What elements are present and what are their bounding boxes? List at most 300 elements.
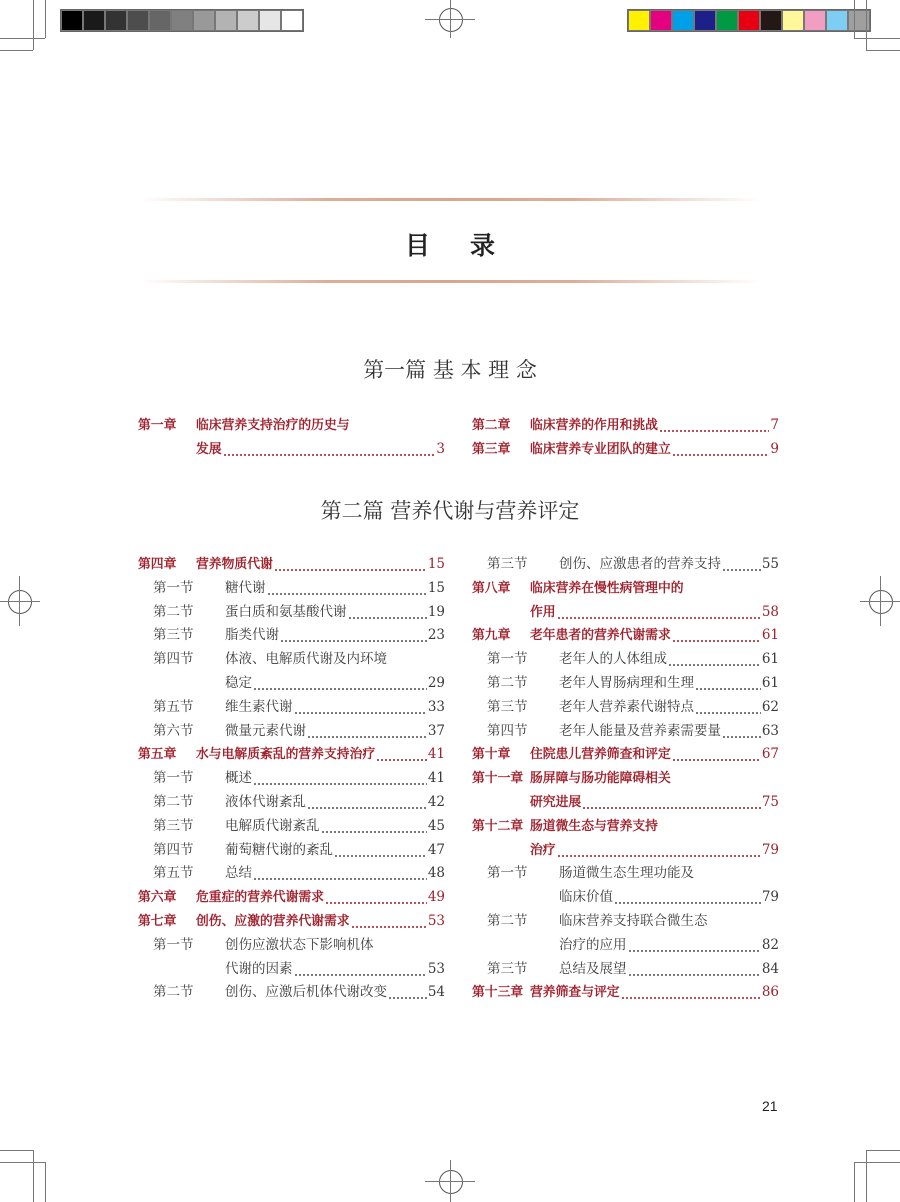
entry-title: 微量元素代谢 — [225, 722, 306, 739]
entry-page: 67 — [761, 746, 779, 763]
entry-title: 老年人营养素代谢特点 — [559, 698, 694, 715]
dot-leader — [334, 839, 427, 863]
toc-section-entry[interactable] — [138, 839, 445, 863]
entry-title: 发展 — [196, 441, 222, 457]
decorative-rule-top — [140, 198, 760, 201]
entry-line — [225, 839, 445, 863]
entry-page: 29 — [427, 674, 445, 691]
entry-title: 体液、电解质代谢及内环境 — [225, 651, 387, 668]
entry-label: 第三节 — [153, 817, 194, 834]
spacer — [213, 624, 225, 648]
color-swatch — [215, 10, 237, 31]
entry-line — [530, 414, 779, 438]
toc-chapter-entry[interactable] — [138, 553, 445, 577]
color-swatch — [105, 10, 127, 31]
entry-body — [196, 743, 445, 767]
entry-title: 概述 — [225, 770, 252, 787]
color-swatch — [716, 10, 738, 31]
color-calibration-bar — [627, 9, 871, 32]
toc-chapter-entry[interactable] — [472, 815, 779, 863]
entry-body — [225, 981, 445, 1005]
entry-page: 47 — [427, 841, 445, 858]
entry-line — [559, 553, 779, 577]
entry-page: 33 — [427, 698, 445, 715]
dot-leader — [307, 791, 427, 815]
entry-label: 第一节 — [487, 865, 528, 882]
toc-section-entry[interactable] — [138, 791, 445, 815]
toc-section-entry[interactable] — [472, 648, 779, 672]
dot-leader — [659, 414, 769, 438]
entry-line — [225, 648, 445, 672]
dot-leader — [294, 696, 427, 720]
entry-label: 第七章 — [138, 913, 177, 929]
entry-body — [530, 981, 779, 1005]
toc-chapter-entry[interactable] — [472, 577, 779, 625]
entry-line — [530, 839, 779, 863]
entry-page: 48 — [427, 865, 445, 882]
page-title: 目录 — [404, 231, 535, 260]
entry-title: 维生素代谢 — [225, 698, 293, 715]
entry-title: 电解质代谢紊乱 — [225, 817, 320, 834]
entry-title: 临床营养专业团队的建立 — [530, 441, 671, 457]
entry-body — [225, 696, 445, 720]
color-swatch — [826, 10, 848, 31]
entry-body — [225, 601, 445, 625]
entry-line — [559, 720, 779, 744]
entry-body — [225, 791, 445, 815]
entry-title: 老年人胃肠病理和生理 — [559, 674, 694, 691]
entry-line — [559, 862, 779, 886]
entry-body — [225, 839, 445, 863]
entry-title: 危重症的营养代谢需求 — [196, 890, 324, 906]
spacer — [213, 815, 225, 839]
entry-title: 老年人的人体组成 — [559, 651, 667, 668]
dot-leader — [557, 839, 761, 863]
entry-line — [559, 934, 779, 958]
entry-body — [225, 624, 445, 648]
entry-body — [559, 696, 779, 720]
dot-leader — [307, 720, 427, 744]
entry-body — [530, 624, 779, 648]
entry-line — [530, 981, 779, 1005]
toc-section-entry[interactable] — [472, 672, 779, 696]
entry-body — [530, 577, 779, 625]
entry-label: 第四节 — [487, 722, 528, 739]
dot-leader — [253, 862, 427, 886]
spacer — [213, 696, 225, 720]
entry-line — [225, 815, 445, 839]
color-swatch — [193, 10, 215, 31]
entry-line — [530, 767, 779, 791]
spacer — [213, 720, 225, 744]
entry-line — [559, 910, 779, 934]
entry-page: 7 — [770, 417, 779, 433]
color-swatch — [760, 10, 782, 31]
entry-label: 第四节 — [153, 841, 194, 858]
entry-label: 第五章 — [138, 747, 177, 763]
toc-section-entry[interactable] — [138, 648, 445, 696]
entry-page: 63 — [761, 722, 779, 739]
entry-line — [225, 791, 445, 815]
dot-leader — [267, 577, 427, 601]
toc-section-entry[interactable] — [472, 696, 779, 720]
spacer — [547, 958, 559, 982]
color-swatch — [628, 10, 650, 31]
decorative-rule-bottom — [140, 280, 760, 283]
toc-section-entry[interactable] — [472, 910, 779, 958]
dot-leader — [695, 672, 761, 696]
entry-line — [530, 438, 779, 462]
dot-leader — [223, 438, 436, 462]
dot-leader — [628, 958, 761, 982]
toc-section-entry[interactable] — [138, 577, 445, 601]
entry-title: 老年人能量及营养素需要量 — [559, 722, 721, 739]
color-swatch — [672, 10, 694, 31]
entry-label: 第二节 — [153, 793, 194, 810]
entry-label: 第三节 — [487, 960, 528, 977]
entry-page: 58 — [761, 603, 779, 620]
entry-label: 第二节 — [487, 674, 528, 691]
toc-column — [472, 553, 779, 1005]
dot-leader — [668, 648, 761, 672]
dot-leader — [321, 815, 427, 839]
entry-line — [530, 815, 779, 839]
entry-line — [225, 624, 445, 648]
entry-label: 第二节 — [153, 984, 194, 1001]
entry-label: 第一节 — [487, 651, 528, 668]
entry-body — [530, 414, 779, 438]
entry-line — [225, 934, 445, 958]
spacer — [213, 767, 225, 791]
entry-page: 62 — [761, 698, 779, 715]
entry-page: 86 — [761, 984, 779, 1001]
color-swatch — [149, 10, 171, 31]
entry-title: 液体代谢紊乱 — [225, 793, 306, 810]
entry-body — [196, 886, 445, 910]
entry-line — [225, 720, 445, 744]
entry-page: 61 — [761, 627, 779, 644]
entry-label: 第一章 — [138, 418, 177, 433]
entry-page: 61 — [761, 651, 779, 668]
entry-label: 第三节 — [487, 556, 528, 572]
dot-leader — [722, 553, 761, 577]
entry-title: 创伤、应激的营养代谢需求 — [196, 913, 350, 929]
color-swatch — [782, 10, 804, 31]
dot-leader — [672, 438, 770, 462]
dot-leader — [253, 672, 427, 696]
page-number: 21 — [762, 1098, 778, 1114]
entry-page: 41 — [427, 746, 445, 763]
entry-page: 79 — [761, 889, 779, 906]
entry-body — [530, 815, 779, 863]
toc-chapter-entry[interactable] — [138, 743, 445, 767]
toc-column — [138, 414, 445, 462]
entry-line — [196, 553, 445, 577]
entry-title: 治疗的应用 — [559, 936, 627, 953]
entry-page: 15 — [427, 556, 445, 572]
entry-line — [225, 981, 445, 1005]
entry-page: 3 — [436, 440, 445, 457]
color-swatch — [650, 10, 672, 31]
entry-title: 水与电解质紊乱的营养支持治疗 — [196, 747, 376, 763]
toc-column — [472, 414, 779, 462]
entry-label: 第五节 — [153, 865, 194, 882]
entry-line — [225, 601, 445, 625]
dot-leader — [388, 981, 427, 1005]
entry-body — [530, 438, 779, 462]
toc-section-entry[interactable] — [138, 815, 445, 839]
entry-title: 研究进展 — [530, 794, 582, 810]
entry-label: 第六节 — [153, 722, 194, 739]
entry-title: 住院患儿营养筛查和评定 — [530, 747, 671, 763]
entry-page: 54 — [427, 984, 445, 1001]
entry-title: 临床营养支持联合微生态 — [559, 912, 708, 929]
dot-leader — [280, 624, 427, 648]
entry-page: 42 — [427, 793, 445, 810]
entry-title: 稳定 — [225, 674, 252, 691]
dot-leader — [628, 934, 761, 958]
entry-title: 总结 — [225, 865, 252, 882]
toc-column — [138, 553, 445, 1005]
entry-line — [559, 886, 779, 910]
entry-body — [225, 648, 445, 696]
entry-line — [530, 624, 779, 648]
spacer — [547, 553, 559, 577]
spacer — [213, 601, 225, 625]
color-swatch — [259, 10, 281, 31]
entry-label: 第二章 — [472, 418, 511, 433]
toc-section-entry[interactable] — [138, 696, 445, 720]
entry-line — [225, 958, 445, 982]
entry-label: 第一节 — [153, 770, 194, 787]
entry-label: 第十章 — [472, 747, 511, 763]
entry-label: 第四章 — [138, 557, 177, 572]
spacer — [547, 910, 559, 958]
entry-label: 第三节 — [153, 627, 194, 644]
entry-page: 15 — [427, 579, 445, 596]
entry-body — [225, 577, 445, 601]
entry-line — [196, 910, 445, 934]
entry-title: 临床营养支持治疗的历史与 — [196, 418, 350, 433]
entry-body — [225, 862, 445, 886]
dot-leader — [557, 601, 761, 625]
entry-page: 53 — [427, 912, 445, 929]
color-swatch — [127, 10, 149, 31]
entry-line — [530, 743, 779, 767]
dot-leader — [348, 601, 427, 625]
entry-line — [196, 743, 445, 767]
part-title: 第二篇 营养代谢与营养评定 — [320, 499, 580, 523]
entry-page: 45 — [427, 817, 445, 834]
toc-section-entry[interactable] — [138, 624, 445, 648]
spacer — [547, 696, 559, 720]
toc-chapter-entry[interactable] — [472, 438, 779, 462]
entry-line — [559, 958, 779, 982]
color-swatch — [237, 10, 259, 31]
entry-page: 9 — [770, 440, 779, 457]
dot-leader — [294, 958, 427, 982]
entry-line — [225, 672, 445, 696]
entry-label: 第十三章 — [472, 985, 524, 1001]
entry-line — [225, 577, 445, 601]
toc-chapter-entry[interactable] — [472, 767, 779, 815]
entry-label: 第五节 — [153, 698, 194, 715]
toc-section-entry[interactable] — [472, 862, 779, 910]
entry-label: 第十二章 — [472, 818, 524, 834]
spacer — [213, 791, 225, 815]
entry-page: 49 — [427, 889, 445, 906]
toc-section-entry[interactable] — [472, 958, 779, 982]
entry-line — [225, 862, 445, 886]
entry-page: 79 — [761, 841, 779, 858]
entry-line — [530, 791, 779, 815]
entry-title: 作用 — [530, 604, 556, 620]
dot-leader — [274, 553, 427, 577]
entry-label: 第三章 — [472, 441, 511, 457]
spacer — [213, 577, 225, 601]
entry-label: 第九章 — [472, 628, 511, 644]
entry-page: 23 — [427, 627, 445, 644]
entry-title: 糖代谢 — [225, 579, 266, 596]
entry-body — [559, 958, 779, 982]
dot-leader — [351, 910, 427, 934]
toc-section-entry[interactable] — [138, 934, 445, 982]
entry-label: 第六章 — [138, 890, 177, 906]
dot-leader — [722, 720, 761, 744]
entry-title: 创伤应激状态下影响机体 — [225, 936, 374, 953]
entry-label: 第四节 — [153, 651, 194, 668]
dot-leader — [695, 696, 761, 720]
spacer — [547, 862, 559, 910]
color-swatch — [281, 10, 303, 31]
part-title: 第一篇 基 本 理 念 — [363, 358, 537, 382]
entry-title: 创伤、应激后机体代谢改变 — [225, 984, 387, 1001]
entry-page: 84 — [761, 960, 779, 977]
entry-body — [225, 815, 445, 839]
entry-page: 53 — [427, 960, 445, 977]
entry-line — [559, 696, 779, 720]
toc-chapter-entry[interactable] — [138, 886, 445, 910]
entry-body — [530, 743, 779, 767]
entry-label: 第二节 — [153, 603, 194, 620]
entry-page: 61 — [761, 674, 779, 691]
entry-title: 肠道微生态与营养支持 — [530, 818, 658, 834]
dot-leader — [672, 743, 761, 767]
toc-section-entry[interactable] — [138, 601, 445, 625]
entry-body — [225, 720, 445, 744]
entry-page: 19 — [427, 603, 445, 620]
entry-page: 41 — [427, 770, 445, 787]
entry-line — [225, 767, 445, 791]
entry-title: 肠屏障与肠功能障碍相关 — [530, 771, 671, 787]
toc-chapter-entry[interactable] — [472, 624, 779, 648]
spacer — [547, 720, 559, 744]
spacer — [213, 648, 225, 696]
dot-leader — [614, 886, 761, 910]
entry-line — [196, 438, 445, 462]
entry-body — [559, 862, 779, 910]
spacer — [213, 839, 225, 863]
entry-line — [196, 414, 445, 438]
entry-line — [530, 577, 779, 601]
entry-body — [196, 553, 445, 577]
color-swatch — [83, 10, 105, 31]
dot-leader — [325, 886, 427, 910]
entry-title: 创伤、应激患者的营养支持 — [559, 556, 721, 572]
entry-body — [196, 910, 445, 934]
entry-title: 临床价值 — [559, 889, 613, 906]
toc-chapter-entry[interactable] — [138, 414, 445, 462]
entry-page: 82 — [761, 936, 779, 953]
entry-body — [559, 910, 779, 958]
entry-page: 75 — [761, 793, 779, 810]
color-swatch — [738, 10, 760, 31]
toc-chapter-entry[interactable] — [472, 981, 779, 1005]
color-swatch — [171, 10, 193, 31]
toc-section-entry[interactable] — [138, 720, 445, 744]
entry-page: 55 — [761, 556, 779, 572]
dot-leader — [582, 791, 761, 815]
entry-page: 37 — [427, 722, 445, 739]
entry-label: 第二节 — [487, 912, 528, 929]
entry-label: 第一节 — [153, 936, 194, 953]
entry-title: 老年患者的营养代谢需求 — [530, 628, 671, 644]
entry-title: 代谢的因素 — [225, 960, 293, 977]
toc-chapter-entry[interactable] — [472, 743, 779, 767]
entry-label: 第一节 — [153, 579, 194, 596]
entry-body — [559, 553, 779, 577]
spacer — [213, 981, 225, 1005]
entry-title: 蛋白质和氨基酸代谢 — [225, 603, 347, 620]
toc-section-entry[interactable] — [138, 981, 445, 1005]
dot-leader — [253, 767, 427, 791]
entry-label: 第三节 — [487, 698, 528, 715]
entry-title: 临床营养在慢性病管理中的 — [530, 580, 684, 596]
spacer — [547, 672, 559, 696]
dot-leader — [376, 743, 427, 767]
entry-body — [225, 767, 445, 791]
spacer — [547, 648, 559, 672]
color-swatch — [694, 10, 716, 31]
toc-chapter-entry[interactable] — [138, 910, 445, 934]
entry-line — [225, 696, 445, 720]
entry-line — [196, 886, 445, 910]
color-swatch — [61, 10, 83, 31]
entry-line — [530, 601, 779, 625]
toc-section-entry[interactable] — [138, 862, 445, 886]
entry-line — [559, 672, 779, 696]
entry-label: 第十一章 — [472, 771, 524, 787]
entry-title: 营养物质代谢 — [196, 557, 273, 572]
entry-title: 营养筛查与评定 — [530, 985, 620, 1001]
toc-section-entry[interactable] — [472, 720, 779, 744]
entry-title: 临床营养的作用和挑战 — [530, 418, 658, 433]
entry-label: 第八章 — [472, 580, 511, 596]
entry-title: 脂类代谢 — [225, 627, 279, 644]
spacer — [213, 934, 225, 982]
entry-line — [559, 648, 779, 672]
entry-body — [196, 414, 445, 462]
entry-body — [559, 648, 779, 672]
toc-chapter-entry[interactable] — [472, 414, 779, 438]
toc-section-entry[interactable] — [472, 553, 779, 577]
dot-leader — [672, 624, 761, 648]
toc-section-entry[interactable] — [138, 767, 445, 791]
entry-title: 肠道微生态生理功能及 — [559, 865, 694, 882]
entry-body — [559, 720, 779, 744]
entry-body — [225, 934, 445, 982]
entry-title: 葡萄糖代谢的紊乱 — [225, 841, 333, 858]
